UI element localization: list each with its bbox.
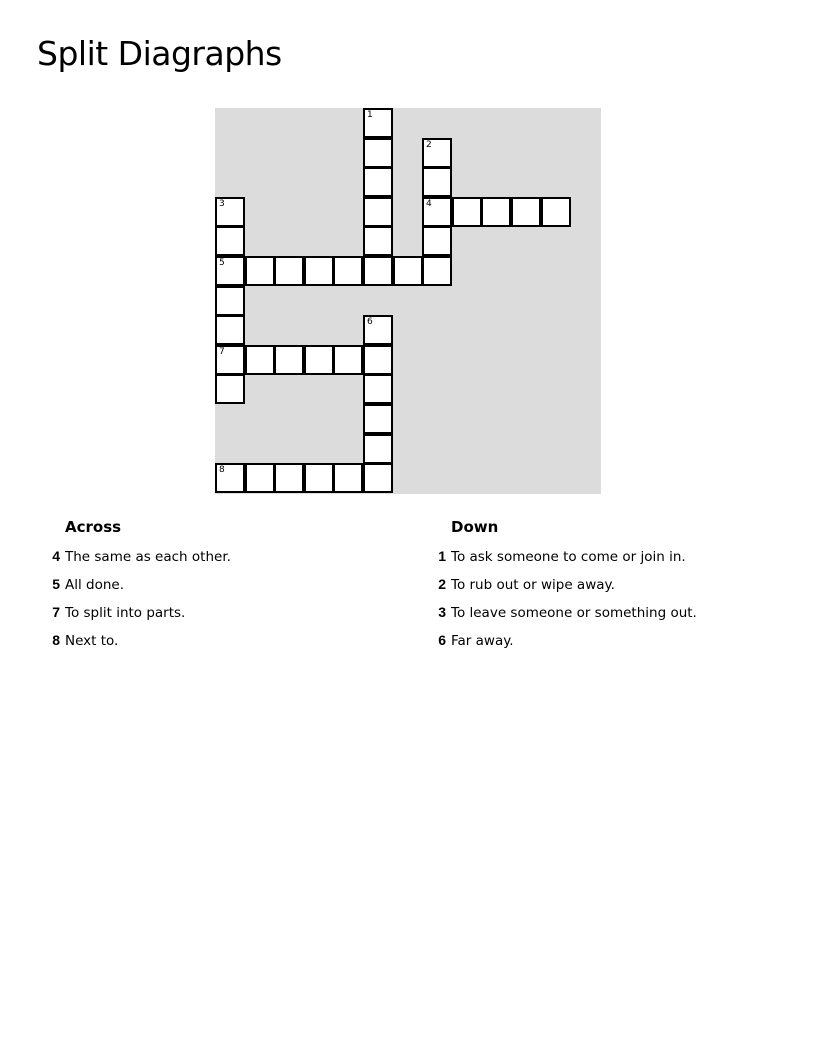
- grid-cell[interactable]: [363, 108, 393, 138]
- grid-cell[interactable]: [274, 345, 304, 375]
- grid-cell[interactable]: [333, 256, 363, 286]
- grid-cell[interactable]: [245, 345, 275, 375]
- across-heading: Across: [65, 518, 122, 536]
- grid-cell[interactable]: [363, 138, 393, 168]
- clue-across-7: [52, 603, 231, 631]
- grid-cell[interactable]: [215, 226, 245, 256]
- grid-cell[interactable]: [215, 315, 245, 345]
- clue-text: The same as each other.: [65, 549, 231, 565]
- grid-cell[interactable]: [422, 197, 452, 227]
- grid-cell[interactable]: [363, 256, 393, 286]
- clue-text: Far away.: [451, 633, 514, 649]
- cell-number: 1: [367, 110, 373, 120]
- grid-cell[interactable]: [304, 463, 334, 493]
- grid-cell[interactable]: [363, 404, 393, 434]
- grid-cell[interactable]: [363, 315, 393, 345]
- cell-number: 7: [219, 347, 225, 357]
- clue-text: To ask someone to come or join in.: [451, 549, 686, 565]
- grid-cell[interactable]: [363, 434, 393, 464]
- grid-cell[interactable]: [422, 138, 452, 168]
- clue-number: 6: [438, 632, 446, 648]
- grid-cell[interactable]: [274, 256, 304, 286]
- grid-cell[interactable]: [363, 226, 393, 256]
- clue-number: 2: [438, 576, 446, 592]
- grid-cell[interactable]: [363, 167, 393, 197]
- clue-across-8: [52, 631, 231, 659]
- cell-number: 5: [219, 258, 225, 268]
- clue-text: To rub out or wipe away.: [451, 577, 615, 593]
- clue-number: 7: [52, 604, 60, 620]
- grid-cell[interactable]: [274, 463, 304, 493]
- grid-cell[interactable]: [393, 256, 423, 286]
- clue-across-5: [52, 575, 231, 603]
- cell-number: 2: [426, 140, 432, 150]
- clue-number: 5: [52, 576, 60, 592]
- across-clues: [52, 518, 231, 659]
- grid-cell[interactable]: [333, 345, 363, 375]
- cell-number: 8: [219, 465, 225, 475]
- down-heading: Down: [451, 518, 499, 536]
- grid-cell[interactable]: [215, 374, 245, 404]
- crossword-grid: [215, 108, 601, 494]
- clue-text: To split into parts.: [65, 605, 186, 621]
- grid-cell[interactable]: [245, 256, 275, 286]
- page-title: Split Diagraphs: [37, 34, 282, 73]
- grid-cell[interactable]: [215, 197, 245, 227]
- grid-cell[interactable]: [422, 167, 452, 197]
- clue-text: To leave someone or something out.: [451, 605, 697, 621]
- grid-cell[interactable]: [363, 345, 393, 375]
- clue-number: 4: [52, 548, 60, 564]
- grid-cell[interactable]: [452, 197, 482, 227]
- clue-text: All done.: [65, 577, 125, 593]
- cell-number: 4: [426, 199, 432, 209]
- grid-cell[interactable]: [215, 463, 245, 493]
- clue-across-4: [52, 547, 231, 575]
- grid-cell[interactable]: [215, 256, 245, 286]
- grid-cell[interactable]: [333, 463, 363, 493]
- clue-number: 1: [438, 548, 446, 564]
- grid-cell[interactable]: [215, 286, 245, 316]
- clue-down-1: [438, 547, 697, 575]
- grid-cell[interactable]: [511, 197, 541, 227]
- cell-number: 3: [219, 199, 225, 209]
- clue-text: Next to.: [65, 633, 119, 649]
- clue-number: 8: [52, 632, 60, 648]
- grid-cell[interactable]: [304, 345, 334, 375]
- cell-number: 6: [367, 317, 373, 327]
- clue-down-2: [438, 575, 697, 603]
- grid-cell[interactable]: [245, 463, 275, 493]
- grid-cell[interactable]: [215, 345, 245, 375]
- clue-down-3: [438, 603, 697, 631]
- grid-cell[interactable]: [304, 256, 334, 286]
- grid-cell[interactable]: [422, 226, 452, 256]
- grid-cell[interactable]: [363, 463, 393, 493]
- grid-cell[interactable]: [422, 256, 452, 286]
- grid-cell[interactable]: [363, 374, 393, 404]
- grid-cell[interactable]: [363, 197, 393, 227]
- down-clues: [438, 518, 697, 659]
- clue-number: 3: [438, 604, 446, 620]
- grid-cell[interactable]: [481, 197, 511, 227]
- clue-down-6: [438, 631, 697, 659]
- grid-cell[interactable]: [541, 197, 571, 227]
